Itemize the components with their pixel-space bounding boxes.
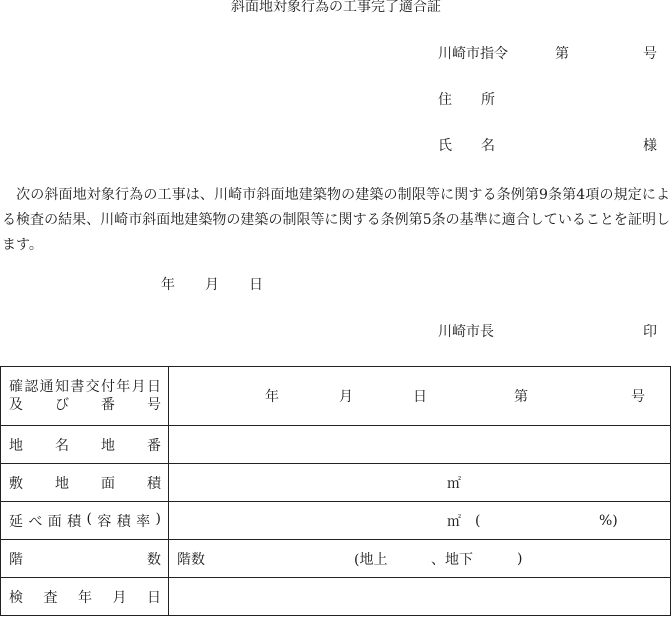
notice-number-prefix: 第 — [514, 389, 528, 405]
label-notice-date-number — [1, 367, 169, 426]
row-floor-area — [1, 502, 671, 540]
value-inspection-date[interactable] — [169, 578, 671, 616]
row-notice-date-number — [1, 367, 671, 426]
number-prefix: 第 — [555, 46, 569, 62]
date-day: 日 — [249, 277, 263, 293]
seal-mark: 印 — [643, 324, 657, 340]
floors-above: (地上 — [354, 551, 388, 568]
floor-ratio-open: ( — [475, 512, 481, 529]
form-table — [0, 366, 671, 616]
number-suffix: 号 — [643, 46, 657, 62]
row-floors — [1, 540, 671, 578]
office-label: 川崎市指令 — [438, 46, 508, 62]
value-floors[interactable] — [169, 540, 671, 578]
name-label-second: 名 — [481, 138, 495, 154]
honorific: 様 — [643, 138, 657, 154]
label-line-2: 及 び 番 号 — [9, 397, 161, 413]
floor-area-unit: ㎡ — [447, 513, 461, 530]
document-title: 斜面地対象行為の工事完了適合証 — [231, 0, 441, 15]
notice-month: 月 — [339, 389, 353, 405]
issuer-mayor: 川崎市長 — [438, 324, 494, 340]
value-notice-date-number[interactable] — [169, 367, 671, 426]
label-inspection-date: 検 査 年 月 日 — [1, 578, 169, 616]
notice-year: 年 — [265, 389, 279, 405]
notice-number-suffix: 号 — [631, 389, 645, 405]
floors-below: 、地下 — [431, 551, 473, 568]
floors-close: ) — [517, 550, 523, 567]
value-lot-number[interactable] — [169, 426, 671, 464]
label-floors: 階 数 — [1, 540, 169, 578]
value-site-area[interactable] — [169, 464, 671, 502]
date-year: 年 — [161, 277, 175, 293]
date-month: 月 — [205, 277, 219, 293]
name-label-first: 氏 — [438, 138, 452, 154]
value-floor-area[interactable] — [169, 502, 671, 540]
certification-text — [2, 183, 670, 258]
notice-day: 日 — [413, 389, 427, 405]
site-area-unit: ㎡ — [447, 475, 461, 492]
label-floor-area: 延 べ 面 積 ( 容 積 率 ) — [1, 502, 169, 540]
label-site-area: 敷 地 面 積 — [1, 464, 169, 502]
address-label-first: 住 — [438, 92, 452, 108]
row-inspection-date — [1, 578, 671, 616]
label-line-1: 確 認 通 知 書 交 付 年 月 日 — [9, 379, 161, 395]
row-lot-number — [1, 426, 671, 464]
floor-ratio-close: %) — [599, 512, 618, 529]
certification-text-content: 次の斜面地対象行為の工事は、川崎市斜面地建築物の建築の制限等に関する条例第9条第4項の規定による検査の結果、川崎市斜面地建築物の建築の制限等に関する条例第5条の基準に適合していることを証明します。 — [2, 187, 670, 253]
row-site-area — [1, 464, 671, 502]
address-label-second: 所 — [481, 92, 495, 108]
floors-prefix: 階数 — [177, 551, 205, 568]
label-lot-number: 地 名 地 番 — [1, 426, 169, 464]
